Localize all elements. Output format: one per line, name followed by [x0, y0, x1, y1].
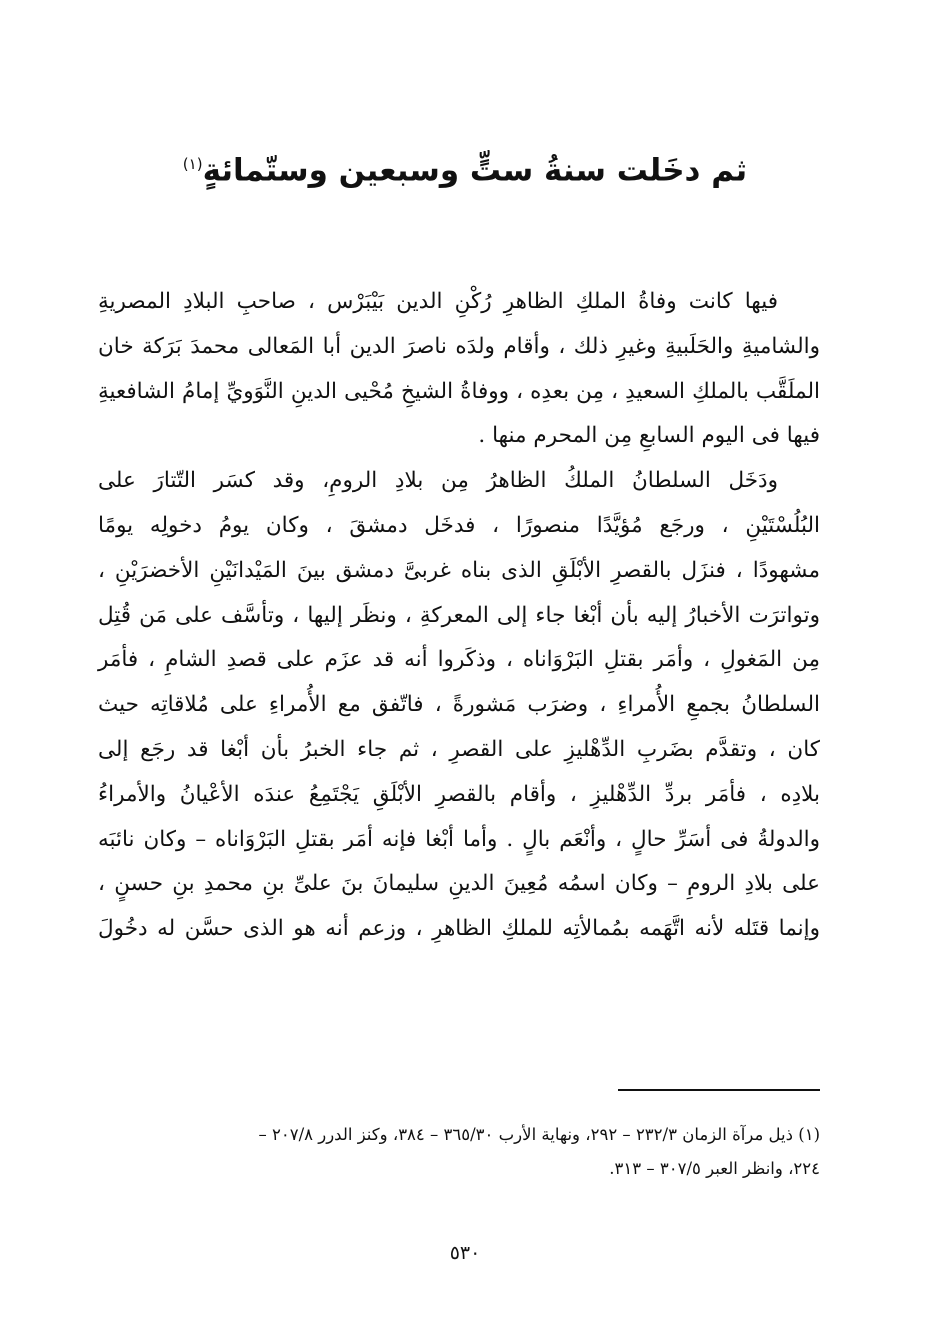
paragraph-2 — [98, 459, 820, 952]
text-line: وإنما قتَله لأنه اتَّهَمه بمُمالأتِه للملكِ الظاهرِ ، وزعم أنه هو الذى حسَّن له دخُولَ — [98, 916, 820, 942]
text-line: والدولةُ فى أسَرِّ حالٍ ، وأنْعَم بالٍ . وأما أبْغا فإنه أمَر بقتلِ البَرْوَاناه – وكان نائبَه — [98, 826, 820, 852]
text-line: السلطانُ بجمعِ الأُمراءِ ، وضرَب مَشورةً ، فاتّفق مع الأُمراءِ على مُلاقاتِه حيث — [98, 692, 820, 718]
page-number: ٥٣٠ — [449, 1242, 481, 1264]
text-line: البُلُسْتَيْنِ ، ورجَع مُؤيَّدًا منصورًا ، فدخَل دمشقَ ، وكان يومُ دخولِه يومًا — [98, 512, 820, 538]
text-line: على بلادِ الرومِ – وكان اسمُه مُعِينَ الدينِ سليمانَ بنَ علىِّ بنِ محمدِ بنِ حسنٍ ، — [98, 871, 820, 897]
text-line: فيها كانت وفاةُ الملكِ الظاهرِ رُكْنِ الدين بَيْبَرْس ، صاحبِ البلادِ المصريةِ — [98, 289, 778, 314]
text-line: بلادِه ، فأمَر بردِّ الدِّهْليزِ ، وأقام بالقصرِ الأبْلَقِ يَجْتَمِعُ عندَه الأعْيانُ والأمراءُ — [98, 781, 820, 807]
text-line: مِن المَغولِ ، وأمَر بقتلِ البَرْوَاناه ، وذكَروا أنه قد عزَم على قصدِ الشامِ ، فأمَر — [98, 647, 820, 673]
text-line: والشاميةِ والحَلَبيةِ وغيرِ ذلك ، وأقام ولدَه ناصرَ الدين أبا المَعالى محمدَ بَرَكة خان — [98, 333, 820, 359]
footnote-line: (١) ذيل مرآة الزمان ٢٣٢/٣ – ٢٩٢، ونهاية الأرب ٣٦٥/٣٠ – ٣٨٤، وكنز الدرر ٢٠٧/٨ – — [258, 1125, 820, 1144]
text-line: كان ، وتقدَّم بضَربِ الدِّهْليزِ على القصرِ ، ثم جاء الخبرُ بأن أبْغا قد رجَع إلى — [98, 736, 820, 762]
text-line: وتواترَت الأخبارُ إليه بأن أبْغا جاء إلى المعركةِ ، ونظَر إليها ، وتأسَّف على مَن قُتِل — [98, 602, 820, 628]
chapter-heading-text: ثم دخَلت سنةُ ستٍّ وسبعين وستّمائةٍ — [202, 152, 748, 189]
text-line: ودَخَل السلطانُ الملكُ الظاهرُ مِن بلادِ الرومِ، وقد كسَر التّتارَ على — [98, 468, 778, 494]
text-line: مشهودًا ، فنزَل بالقصرِ الأبْلَقِ الذى بناه غربىَّ دمشق بينَ المَيْدانَيْنِ الأخضرَيْنِ ، — [98, 557, 820, 583]
text-line: الملَقَّب بالملكِ السعيدِ ، مِن بعدِه ، ووفاةُ الشيخِ مُحْيى الدينِ النَّوَويِّ إمامُ الشافعيةِ — [98, 378, 820, 404]
body-text — [98, 280, 820, 952]
text-line: فيها فى اليوم السابعِ مِن المحرم منها . — [478, 423, 820, 449]
footnote-separator — [618, 1089, 820, 1091]
chapter-heading — [150, 140, 780, 194]
footnote-marker: (١) — [182, 155, 203, 173]
footnote-line: ٢٢٤، وانظر العبر ٣٠٧/٥ – ٣١٣. — [609, 1159, 820, 1178]
paragraph-1 — [98, 280, 820, 459]
footnote — [108, 1118, 820, 1186]
